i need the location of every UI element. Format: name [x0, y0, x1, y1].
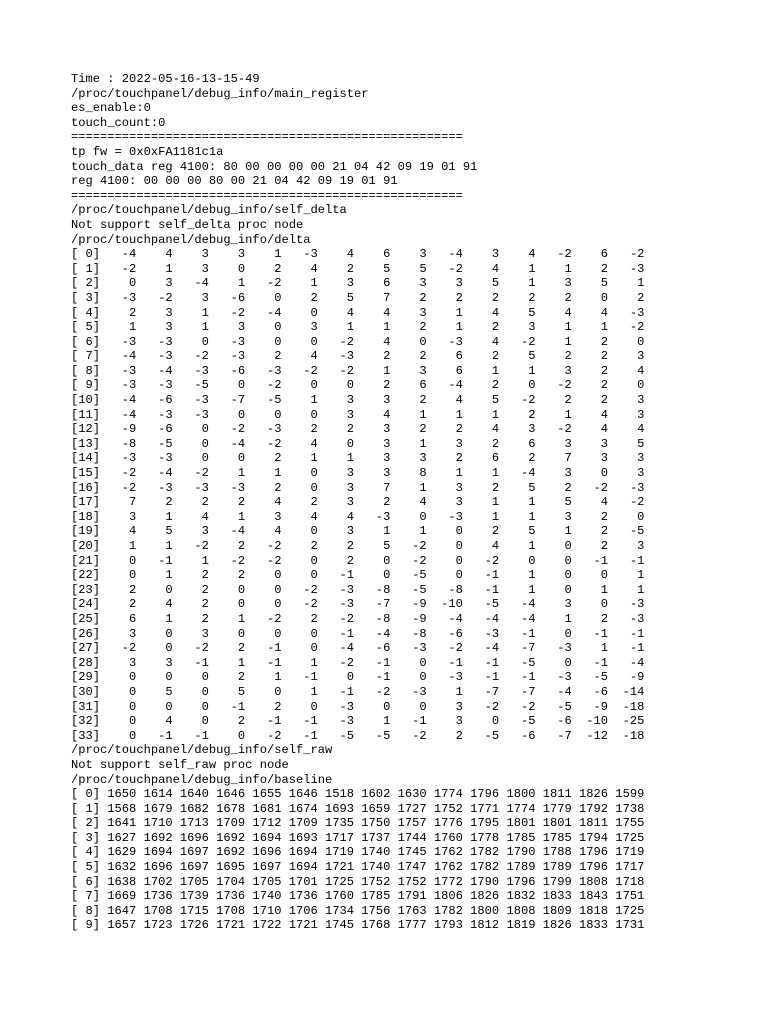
- log-line: [19] 4 5 3 -4 4 0 3 1 1 0 2 5 1 2 -5: [71, 524, 645, 539]
- log-line: [ 5] 1632 1696 1697 1695 1697 1694 1721 1740 1747 1762 1782 1789 1789 1796 1717: [71, 860, 645, 875]
- log-line: [32] 0 4 0 2 -1 -1 -3 1 -1 3 0 -5 -6 -10 -25: [71, 714, 645, 729]
- log-line: [ 4] 2 3 1 -2 -4 0 4 4 3 1 4 5 4 4 -3: [71, 305, 645, 320]
- log-line: [ 6] -3 -3 0 -3 0 0 -2 4 0 -3 4 -2 1 2 0: [71, 334, 645, 349]
- log-line: [18] 3 1 4 1 3 4 4 -3 0 -3 1 1 3 2 0: [71, 509, 645, 524]
- log-line: es_enable:0: [71, 101, 151, 116]
- log-line: [16] -2 -3 -3 -3 2 0 3 7 1 3 2 5 2 -2 -3: [71, 480, 645, 495]
- log-line: [15] -2 -4 -2 1 1 0 3 3 8 1 1 -4 3 0 3: [71, 466, 645, 481]
- log-line: [ 3] -3 -2 3 -6 0 2 5 7 2 2 2 2 2 0 2: [71, 290, 645, 305]
- log-line: tp fw = 0x0xFA1181c1a: [71, 144, 224, 159]
- log-line: touch_data reg 4100: 80 00 00 00 00 21 04 42 09 19 01 91: [71, 159, 478, 174]
- log-line: [23] 2 0 2 0 0 -2 -3 -8 -5 -8 -1 1 0 1 1: [71, 582, 645, 597]
- log-line: [25] 6 1 2 1 -2 2 -2 -8 -9 -4 -4 -4 1 2 -3: [71, 611, 645, 626]
- log-line: [ 5] 1 3 1 3 0 3 1 1 2 1 2 3 1 1 -2: [71, 320, 645, 335]
- log-line: Time : 2022-05-16-13-15-49: [71, 72, 260, 86]
- log-line: [27] -2 0 -2 2 -1 0 -4 -6 -3 -2 -4 -7 -3 1 -1: [71, 641, 645, 656]
- log-line: [28] 3 3 -1 1 -1 1 -2 -1 0 -1 -1 -5 0 -1 -4: [71, 655, 645, 670]
- log-line: [ 9] 1657 1723 1726 1721 1722 1721 1745 1768 1777 1793 1812 1819 1826 1833 1731: [71, 918, 645, 933]
- log-document: [71, 72, 644, 933]
- log-line: [ 2] 1641 1710 1713 1709 1712 1709 1735 1750 1757 1776 1795 1801 1801 1811 1755: [71, 816, 645, 831]
- log-line: [14] -3 -3 0 0 2 1 1 3 3 2 6 2 7 3 3: [71, 451, 645, 466]
- log-line: [26] 3 0 3 0 0 0 -1 -4 -8 -6 -3 -1 0 -1 -1: [71, 626, 645, 641]
- log-line: [24] 2 4 2 0 0 -2 -3 -7 -9 -10 -5 -4 3 0 -3: [71, 597, 645, 612]
- log-line: ======================================================: [71, 188, 463, 203]
- log-line: [ 0] -4 4 3 3 1 -3 4 6 3 -4 3 4 -2 6 -2: [71, 247, 645, 262]
- log-line: [22] 0 1 2 2 0 0 -1 0 -5 0 -1 1 0 0 1: [71, 568, 645, 583]
- log-line: [ 6] 1638 1702 1705 1704 1705 1701 1725 1752 1752 1772 1790 1796 1799 1808 1718: [71, 874, 645, 889]
- log-line: [12] -9 -6 0 -2 -3 2 2 3 2 2 4 3 -2 4 4: [71, 422, 645, 437]
- log-line: [20] 1 1 -2 2 -2 2 2 5 -2 0 4 1 0 2 3: [71, 539, 645, 553]
- log-line: [ 4] 1629 1694 1697 1692 1696 1694 1719 1740 1745 1762 1782 1790 1788 1796 1719: [71, 845, 645, 860]
- log-line: [ 8] 1647 1708 1715 1708 1710 1706 1734 1756 1763 1782 1800 1808 1809 1818 1725: [71, 903, 645, 918]
- log-line: [30] 0 5 0 5 0 1 -1 -2 -3 1 -7 -7 -4 -6 -14: [71, 684, 645, 699]
- log-line: [ 3] 1627 1692 1696 1692 1694 1693 1717 1737 1744 1760 1778 1785 1785 1794 1725: [71, 830, 645, 845]
- log-line: Not support self_delta proc node: [71, 217, 304, 232]
- log-line: [31] 0 0 0 -1 2 0 -3 0 0 3 -2 -2 -5 -9 -18: [71, 699, 645, 714]
- log-line: [17] 7 2 2 2 4 2 3 2 4 3 1 1 5 4 -2: [71, 495, 645, 510]
- log-line: /proc/touchpanel/debug_info/self_raw: [71, 743, 333, 758]
- log-line: [29] 0 0 0 2 1 -1 0 -1 0 -3 -1 -1 -3 -5 -9: [71, 670, 645, 685]
- log-line: [ 1] -2 1 3 0 2 4 2 5 5 -2 4 1 1 2 -3: [71, 261, 645, 276]
- log-line: [ 7] -4 -3 -2 -3 2 4 -3 2 2 6 2 5 2 2 3: [71, 349, 645, 364]
- log-line: [21] 0 -1 1 -2 -2 0 2 0 -2 0 -2 0 0 -1 -1: [71, 553, 645, 568]
- log-line: touch_count:0: [71, 115, 166, 130]
- log-line: [11] -4 -3 -3 0 0 0 3 4 1 1 1 2 1 4 3: [71, 407, 645, 422]
- log-line: [10] -4 -6 -3 -7 -5 1 3 3 2 4 5 -2 2 2 3: [71, 393, 645, 408]
- log-line: [ 0] 1650 1614 1640 1646 1655 1646 1518 1602 1630 1774 1796 1800 1811 1826 1599: [71, 787, 645, 802]
- log-line: /proc/touchpanel/debug_info/baseline: [71, 772, 333, 787]
- log-line: Not support self_raw proc node: [71, 757, 289, 772]
- log-line: /proc/touchpanel/debug_info/self_delta: [71, 203, 347, 218]
- log-line: [ 7] 1669 1736 1739 1736 1740 1736 1760 1785 1791 1806 1826 1832 1833 1843 1751: [71, 889, 645, 904]
- log-line: [33] 0 -1 -1 0 -2 -1 -5 -5 -2 2 -5 -6 -7 -12 -18: [71, 728, 645, 743]
- log-line: [ 1] 1568 1679 1682 1678 1681 1674 1693 1659 1727 1752 1771 1774 1779 1792 1738: [71, 801, 645, 816]
- log-line: ======================================================: [71, 130, 463, 145]
- log-line: [13] -8 -5 0 -4 -2 4 0 3 1 3 2 6 3 3 5: [71, 436, 645, 451]
- log-line: reg 4100: 00 00 00 80 00 21 04 42 09 19 01 91: [71, 174, 398, 189]
- log-line: [ 2] 0 3 -4 1 -2 1 3 6 3 3 5 1 3 5 1: [71, 276, 645, 291]
- log-line: /proc/touchpanel/debug_info/delta: [71, 232, 311, 247]
- log-line: /proc/touchpanel/debug_info/main_register: [71, 86, 369, 101]
- log-line: [ 8] -3 -4 -3 -6 -3 -2 -2 1 3 6 1 1 3 2 4: [71, 363, 645, 378]
- log-line: [ 9] -3 -3 -5 0 -2 0 0 2 6 -4 2 0 -2 2 0: [71, 378, 645, 393]
